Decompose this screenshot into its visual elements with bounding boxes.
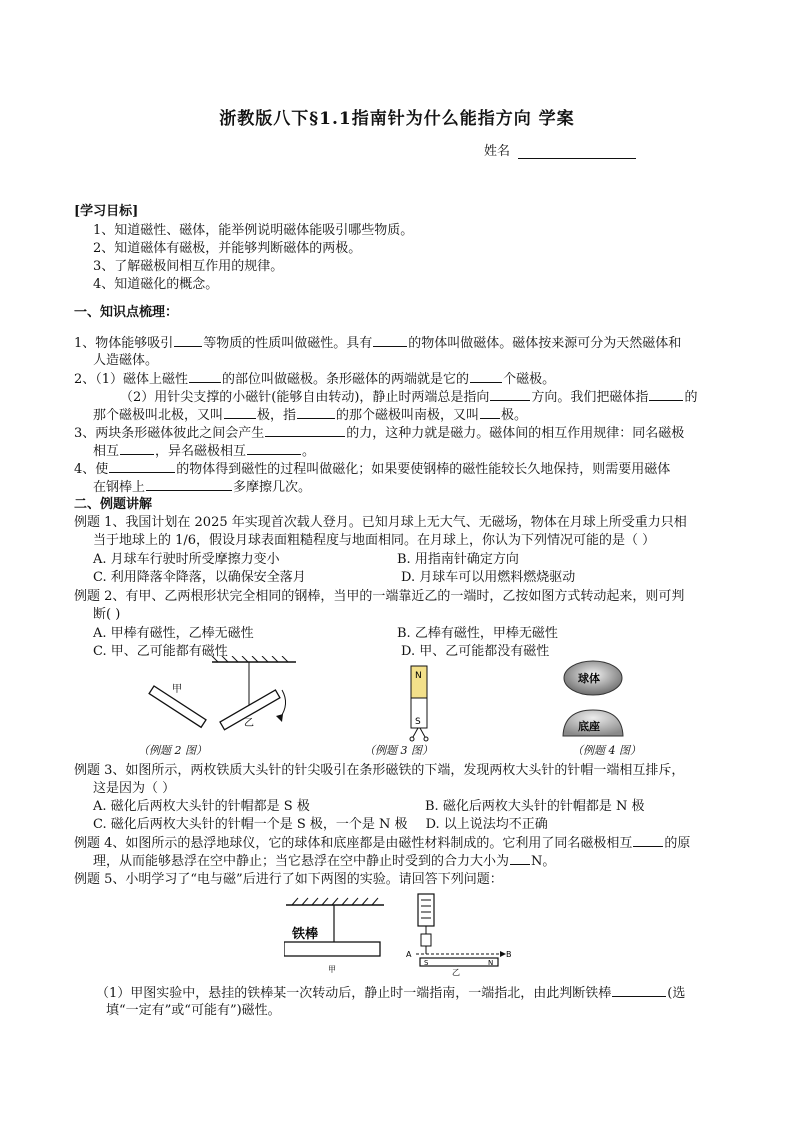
ex3-stem: 例题 3、如图所示，两枚铁质大头针的针尖吸引在条形磁铁的下端，发现两枚大头针的针帽一端相互排斥， [74, 763, 685, 778]
caption-ex2: （例题 2 图） [138, 744, 207, 757]
fig4-base-label: 底座 [578, 720, 600, 733]
ex1-stem: 例题 1、我国计划在 2025 年实现首次载人登月。已知月球上无大气、无磁场，物体在月球上所受重力只相 [74, 515, 687, 530]
ex2-stem: 例题 2、有甲、乙两根形状完全相同的钢棒，当甲的一端靠近乙的一端时，乙按如图方式转动起来，则可判 [74, 589, 685, 604]
q4-line1: 4、使 的物体得到磁性的过程叫做磁化；如果要使钢棒的磁性能较长久地保持，则需要用磁体 [74, 462, 671, 477]
section1-heading: 一、知识点梳理： [74, 305, 179, 320]
figure-ex2 [140, 656, 300, 746]
ex5-q1-line2: 填“一定有”或“可能有”)磁性。 [106, 1003, 281, 1018]
fig5-s: S [424, 959, 429, 967]
ex1-option-b: B. 用指南针确定方向 [397, 552, 519, 567]
ex3-option-b: B. 磁化后两枚大头针的针帽都是 N 极 [425, 799, 645, 814]
goal-item: 3、了解磁极间相互作用的规律。 [93, 259, 284, 274]
fig5-b: B [506, 950, 512, 959]
fig5-tiebang: 铁棒 [292, 927, 319, 942]
name-field[interactable] [484, 140, 636, 159]
blank [373, 334, 407, 347]
goal-item: 2、知道磁体有磁极，并能够判断磁体的两极。 [93, 241, 362, 256]
ex2-stem: 断( ) [93, 607, 121, 622]
q3-line1: 3、两块条形磁体彼此之间会产生 的力，这种力就是磁力。磁体间的相互作用规律：同名磁极 [74, 426, 685, 441]
q1-line2: 人造磁体。 [93, 353, 159, 368]
q2-line3: 那个磁极叫北极，又叫 极，指 的那个磁极叫南极，又叫 极。 [93, 408, 528, 423]
ex2-option-a: A. 甲棒有磁性，乙棒无磁性 [93, 626, 254, 641]
ex2-option-c: C. 甲、乙可能都有磁性 [93, 644, 228, 659]
caption-ex3: （例题 3 图） [364, 744, 433, 757]
ex4-line1: 例题 4、如图所示的悬浮地球仪，它的球体和底座都是由磁性材料制成的。它利用了同名磁极相互 的原 [74, 836, 691, 851]
q2-line2: （2）用针尖支撑的小磁针(能够自由转动)，静止时两端总是指向 方向。我们把磁体指 的 [120, 390, 698, 405]
ex1-option-d: D. 月球车可以用燃料燃烧驱动 [401, 570, 576, 585]
figure-ex5-jia [284, 894, 386, 976]
figure-ex5-yi [402, 892, 512, 976]
ex3-option-a: A. 磁化后两枚大头针的针帽都是 S 极 [93, 799, 310, 814]
ex1-option-a: A. 月球车行驶时所受摩擦力变小 [93, 552, 280, 567]
q2-line1: 2、（1）磁体上磁性 的部位叫做磁极。条形磁体的两端就是它的 个磁极。 [74, 372, 556, 387]
fig4-ball-label: 球体 [578, 672, 600, 685]
ex5-stem: 例题 5、小明学习了“电与磁”后进行了如下两图的实验。请回答下列问题： [74, 872, 503, 887]
ex4-line2: 理，从而能够悬浮在空中静止；当它悬浮在空中静止时受到的合力大小为 N。 [93, 854, 556, 869]
fig5-a: A [406, 950, 412, 959]
goal-item: 4、知道磁化的概念。 [93, 277, 219, 292]
ex1-option-c: C. 利用降落伞降落，以确保安全落月 [93, 570, 306, 585]
fig5-yi: 乙 [452, 968, 460, 976]
goals-heading: [学习目标] [74, 204, 139, 219]
fig2-label-jia: 甲 [172, 684, 182, 695]
fig5-n: N [488, 959, 494, 967]
figure-ex4 [558, 658, 628, 738]
fig3-n: N [415, 671, 422, 681]
figure-ex3 [404, 664, 434, 744]
ex2-option-d: D. 甲、乙可能都没有磁性 [401, 644, 550, 659]
ex3-option-c: C. 磁化后两枚大头针的针帽一个是 S 极，一个是 N 极 D. 以上说法均不正确 [93, 817, 548, 832]
blank [174, 334, 202, 347]
ex5-q1-line1: （1）甲图实验中，悬挂的铁棒某一次转动后，静止时一端指南，一端指北，由此判断铁棒 (选 [96, 986, 686, 1001]
fig5-jia: 甲 [328, 965, 336, 974]
page-title: 浙教版八下§1.1指南针为什么能指方向 学案 [219, 109, 575, 129]
ex3-stem: 这是因为（ ） [93, 781, 176, 796]
caption-ex4: （例题 4 图） [572, 744, 641, 757]
fig3-s: S [415, 717, 421, 727]
name-blank[interactable] [518, 145, 636, 159]
name-label: 姓名 [484, 144, 511, 159]
q4-line2: 在钢棒上 多摩擦几次。 [93, 480, 312, 495]
goal-item: 1、知道磁性、磁体，能举例说明磁体能吸引哪些物质。 [93, 223, 414, 238]
ex2-option-b: B. 乙棒有磁性，甲棒无磁性 [397, 626, 558, 641]
ex1-stem: 当于地球上的 1/6，假设月球表面粗糙程度与地面相同。在月球上，你认为下列情况可能的是（ ） [93, 533, 656, 548]
q1-line1: 1、物体能够吸引 等物质的性质叫做磁性。具有 的物体叫做磁体。磁体按来源可分为天然磁体和 [74, 336, 682, 351]
fig2-label-yi: 乙 [244, 718, 254, 729]
q3-line2: 相互 ，异名磁极相互 。 [93, 444, 316, 459]
section2-heading: 二、例题讲解 [74, 497, 153, 512]
